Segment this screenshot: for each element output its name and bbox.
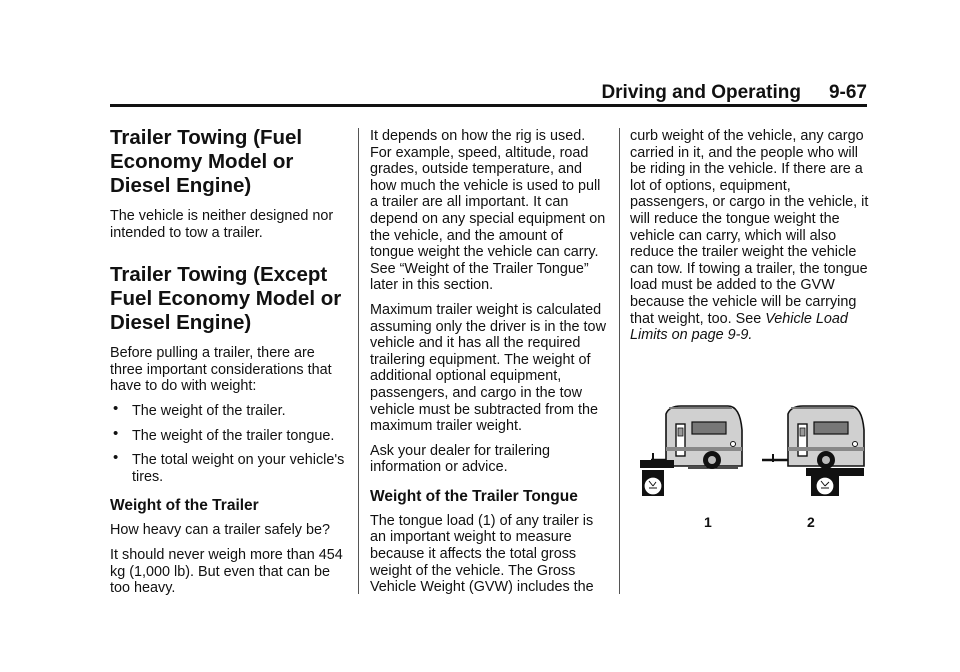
- figure-label-1: 1: [704, 514, 712, 530]
- header-rule: [110, 104, 867, 107]
- page-number: 9-67: [828, 82, 867, 103]
- cross-reference-link[interactable]: Vehicle Load Limits on page 9-9.: [630, 310, 848, 344]
- weight-considerations-list: [110, 403, 346, 485]
- list-item: • The total weight on your vehicle's tires.: [110, 452, 346, 485]
- paragraph: Before pulling a trailer, there are three important considerations that have to do with weight:: [110, 345, 332, 395]
- paragraph: [630, 128, 870, 344]
- heading-trailer-towing-except: Trailer Towing (Except Fuel Economy Model or Diesel Engine): [110, 263, 342, 335]
- paragraph: How heavy can a trailer safely be?: [110, 522, 330, 539]
- paragraph-text: curb weight of the vehicle, any cargo carried in it, and the people who will be riding in the vehicle. If there are a lot of options, equipment, passengers, or cargo in the vehicle, it will reduce the tongue weight the vehicle can carry, which will also reduce the trailer weight the vehicle can tow. If towing a trailer, the tongue load must be added to the GVW because the vehicle will be carrying that weight, too. See: [630, 128, 869, 327]
- figure-label-2: 2: [807, 514, 815, 530]
- heading-trailer-towing-fuel-economy: Trailer Towing (Fuel Economy Model or Diesel Engine): [110, 126, 303, 197]
- paragraph: The tongue load (1) of any trailer is an important weight to measure because it affects the total gross weight of the vehicle. The Gross Vehicle Weight (GVW) includes the: [370, 512, 594, 596]
- page-header: [110, 82, 867, 104]
- column-3: [630, 128, 870, 352]
- heading-weight-of-trailer: Weight of the Trailer: [110, 497, 259, 515]
- section-title: Driving and Operating: [601, 82, 801, 103]
- trailer-2-illustration: [762, 406, 864, 496]
- list-item: • The weight of the trailer tongue.: [110, 428, 346, 445]
- tongue-weight-illustration: [636, 400, 866, 540]
- trailer-1-illustration: [640, 406, 742, 496]
- paragraph: The vehicle is neither designed nor intended to tow a trailer.: [110, 208, 334, 241]
- heading-weight-of-trailer-tongue: Weight of the Trailer Tongue: [370, 487, 578, 505]
- list-item: • The weight of the trailer.: [110, 403, 346, 420]
- column-divider-1: [358, 128, 359, 594]
- paragraph: Maximum trailer weight is calculated assuming only the driver is in the tow vehicle and it has all the required trailering equipment. The weight of additional optional equipment, passengers, and cargo in the tow vehicle must be subtracted from the maximum trailer weight.: [370, 301, 606, 435]
- column-2: [370, 128, 610, 604]
- paragraph: It depends on how the rig is used. For example, speed, altitude, road grades, outside temperature, and how much the vehicle is used to pull a trailer are all important. It can depend on any special equipment on the vehicle, and the amount of tongue weight the vehicle can carry. See “Weight of the Trailer Tongue” later in this section.: [370, 128, 606, 294]
- paragraph: It should never weigh more than 454 kg (1,000 lb). But even that can be too heavy.: [110, 546, 343, 597]
- column-divider-2: [619, 128, 620, 594]
- paragraph: Ask your dealer for trailering information or advice.: [370, 442, 550, 476]
- column-1: [110, 126, 346, 605]
